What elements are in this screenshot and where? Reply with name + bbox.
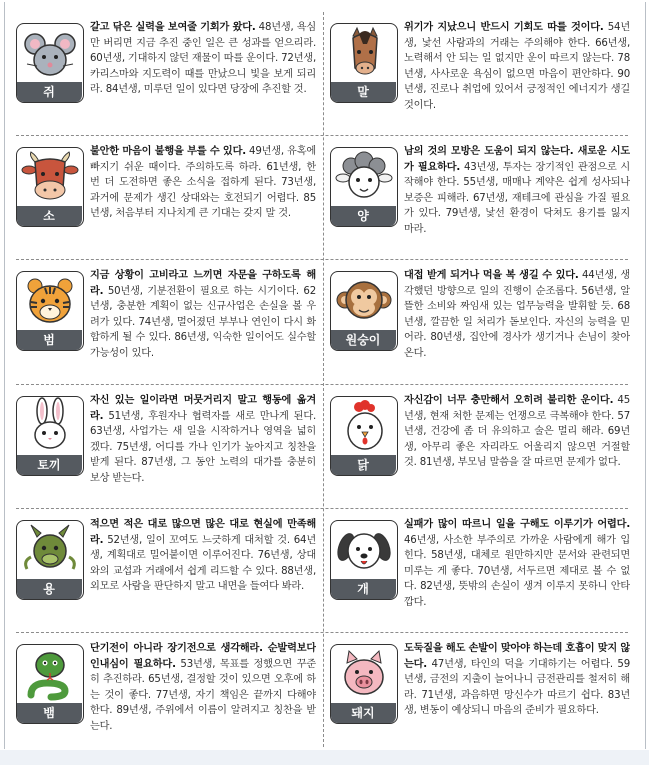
- fortune-rat: [16, 20, 316, 138]
- body: 50년생, 기분전환이 필요로 하는 시기이다. 62년생, 충분한 계획이 없는 신규사업은 손실을 볼 우려가 있다. 74년생, 멀어졌던 부부나 연인이 다시 화합하게 될 수 있다. 86년생, 익숙한 일이어도 실수할 가능성이 있다.: [90, 285, 316, 359]
- fortune-text: [16, 20, 316, 110]
- fortune-text: [330, 393, 630, 483]
- body: 51년생, 후원자나 협력자를 새로 만나게 된다. 63년생, 사업가는 새 일을 시작하거나 영역을 넓히겠다. 75년생, 어디를 가나 인기가 높아지고 칭찬을 받게 된다. 87년생, 그 동안 노력의 대가를 충분히 보상 받는다.: [90, 410, 316, 484]
- fortune-text: [330, 268, 630, 362]
- fortune-sheep: [330, 144, 630, 262]
- fortune-text: [330, 144, 630, 238]
- headline: 대접 받게 되거나 먹을 복 생길 수 있다.: [404, 270, 579, 281]
- body: 43년생, 투자는 장기적인 관점으로 시작해야 한다. 55년생, 매매나 계약은 쉽게 성사되나 보증은 피해라. 67년생, 재테크에 관심을 가질 필요가 있다. 79년생, 낯선 환경이 닥쳐도 용기를 잃지 마라.: [404, 161, 630, 235]
- animal-label: 닭: [330, 455, 396, 476]
- fortune-text: [16, 517, 316, 607]
- headline: 위기가 지났으니 반드시 기회도 따를 것이다.: [404, 22, 604, 33]
- animal-label: 개: [330, 579, 396, 600]
- fortune-text: [330, 20, 630, 114]
- body: 54년생, 낯선 사람과의 거래는 주의해야 한다. 66년생, 노력해서 안 되는 일 없지만 운이 따르지 않는다. 78년생, 사사로운 욕심이 없으면 마음이 편안하다. 90년생, 진로나 취업에 있어서 긍정적인 에너지가 생길 것이다.: [404, 22, 630, 111]
- fortune-snake: [16, 641, 316, 759]
- fortune-pig: [330, 641, 630, 759]
- body: 44년생, 생각했던 방향으로 일의 진행이 순조롭다. 56년생, 알뜰한 소비와 짜임새 있는 업무능력을 발휘할 듯. 68년생, 깔끔한 일 처리가 돋보인다. 자신의 능력을 믿어라. 80년생, 집안에 경사가 생기거나 손님이 찾아 온다.: [404, 270, 630, 359]
- fortune-cow: [16, 144, 316, 262]
- animal-label: 소: [16, 206, 82, 227]
- fortune-dragon: [16, 517, 316, 635]
- animal-label: 양: [330, 206, 396, 227]
- body: 46년생, 사소한 부주의로 가까운 사람에게 해가 입힌다. 58년생, 대체로 원만하지만 문서와 관련되면 미루는 게 좋다. 70년생, 서두르면 제대로 볼 수 없다. 82년생, 뜻밖의 손실이 생겨 이루지 못하니 안타깝다.: [404, 534, 630, 608]
- body: 47년생, 타인의 덕을 기대하기는 어렵다. 59년생, 금전의 지출이 늘어나니 금전관리를 철저히 해라. 71년생, 과음하면 망신수가 따르기 쉽다. 83년생, 변동이 예상되니 마음의 준비가 필요하다.: [404, 658, 630, 717]
- animal-label: 쥐: [16, 82, 82, 103]
- animal-label: 용: [16, 579, 82, 600]
- fortune-tiger: [16, 268, 316, 386]
- animal-label: 토끼: [16, 455, 82, 476]
- animal-label: 뱀: [16, 703, 82, 724]
- animal-label: 원숭이: [330, 330, 396, 351]
- body: 48년생, 욕심만 버리면 지금 추진 중인 일은 큰 성과를 얻으리라. 60년생, 기대하지 않던 재물이 따를 운이다. 72년생, 카리스마와 지도력이 때를 만났으니 빛을 보게 되리라. 84년생, 미루던 일이 있다면 당장에 추진할 것.: [90, 22, 316, 96]
- body: 45년생, 현재 처한 문제는 언쟁으로 극복해야 한다. 57년생, 건강에 좀 더 유의하고 술은 멀리 해라. 69년생, 아무리 좋은 자리라도 어울리지 않으면 거절할 것. 81년생, 부모님 말씀을 잘 따르면 문제가 없다.: [404, 395, 630, 469]
- body: 53년생, 목표를 정했으면 꾸준히 추진하라. 65년생, 결정할 것이 있으면 오후에 하는 것이 좋다. 77년생, 자기 책임은 끝까지 다해야 한다. 89년생, 주위에서 이름이 알려지고 칭찬을 받는다.: [90, 658, 316, 732]
- headline: 실패가 많이 따르니 일을 구해도 이루기가 어렵다.: [404, 519, 630, 530]
- fortune-text: [16, 641, 316, 735]
- headline: 남의 것의 모방은 도움이 되지 않는다. 새로운 시도가 필요하다.: [404, 146, 630, 173]
- column-divider: [323, 12, 324, 747]
- fortune-text: [330, 641, 630, 731]
- fortune-rabbit: [16, 393, 316, 511]
- animal-label: 범: [16, 330, 82, 351]
- fortune-text: [16, 144, 316, 234]
- headline: 갈고 닦은 실력을 보여줄 기회가 왔다.: [90, 22, 256, 33]
- headline: 도둑질을 해도 손발이 맞아야 하는데 호흡이 맞지 않는다.: [404, 643, 630, 670]
- fortune-rooster: [330, 393, 630, 511]
- fortune-text: [16, 393, 316, 487]
- body: 49년생, 유혹에 빠지기 쉬운 때이다. 주의하도록 하라. 61년생, 한 번 더 도전하면 좋은 소식을 접하게 된다. 73년생, 과거에 문제가 생긴 상대와는 호전되기 어렵다. 85년생, 처음부터 지나치게 큰 기대는 갖지 말 것.: [90, 146, 316, 220]
- fortune-monkey: [330, 268, 630, 386]
- headline: 단기전이 아니라 장기전으로 생각해라. 순발력보다 인내심이 필요하다.: [90, 643, 316, 670]
- headline: 자신 있는 일이라면 머뭇거리지 말고 행동에 옮겨라.: [90, 395, 316, 422]
- animal-label: 돼지: [330, 703, 396, 724]
- headline: 지금 상황이 고비라고 느끼면 자문을 구하도록 해라.: [90, 270, 316, 297]
- fortune-horse: [330, 20, 630, 138]
- headline: 자신감이 너무 충만해서 오히려 불리한 운이다.: [404, 395, 614, 406]
- animal-label: 말: [330, 82, 396, 103]
- fortune-text: [330, 517, 630, 611]
- headline: 적으면 적은 대로 많으면 많은 대로 현실에 만족해라.: [90, 519, 316, 546]
- fortune-text: [16, 268, 316, 362]
- body: 52년생, 일이 꼬여도 느긋하게 대처할 것. 64년생, 계획대로 밀어붙이면 이루어진다. 76년생, 상대와의 교섭과 거래에서 쉽게 리드할 수 있다. 88년생, 외모로 사람을 판단하지 말고 내면을 들여다 봐라.: [90, 534, 316, 593]
- fortune-dog: [330, 517, 630, 635]
- headline: 불안한 마음이 불행을 부를 수 있다.: [90, 146, 246, 157]
